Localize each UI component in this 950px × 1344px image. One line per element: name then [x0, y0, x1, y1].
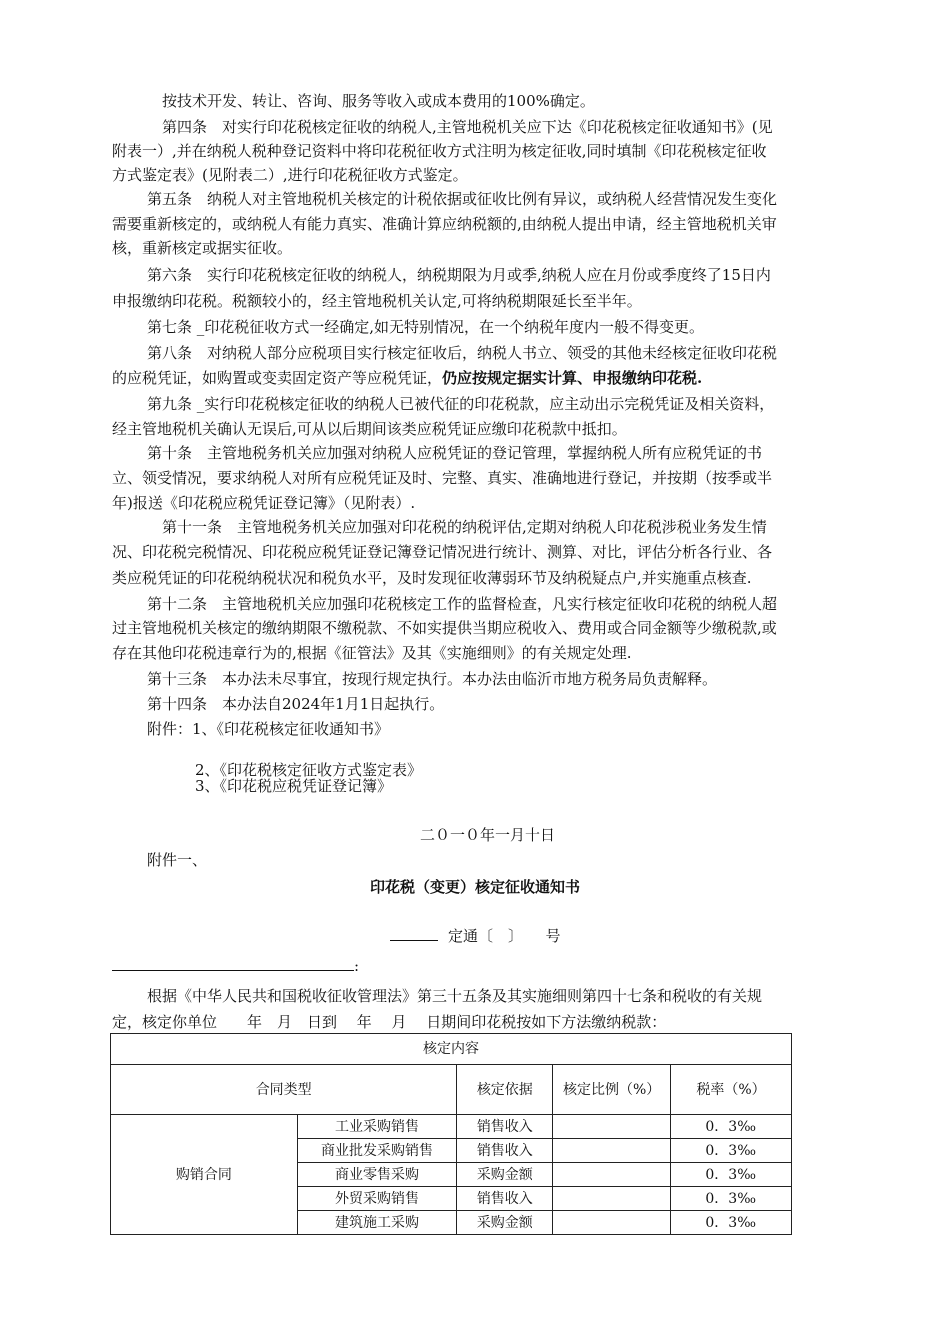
row-basis: 采购金额	[457, 1211, 553, 1235]
row-rate: 0．3‰	[671, 1163, 792, 1187]
attachment-label: 附件一、	[147, 851, 208, 869]
row-ratio[interactable]	[553, 1163, 671, 1187]
addressee-line	[112, 956, 862, 976]
notice-body-line: 定，核定你单位 年 月 日到 年 月 日期间印花税按如下方法缴纳税款：	[112, 1013, 667, 1031]
paragraph-line: 经主管地税机关确认无误后,可从以后期间该类应税凭证应缴印花税款中抵扣。	[112, 420, 627, 438]
header-rate: 税率（%）	[671, 1065, 792, 1115]
article-7-line: 第七条 _印花税征收方式一经确定,如无特别情况，在一个纳税年度内一般不得变更。	[147, 318, 705, 336]
row-ratio[interactable]	[553, 1187, 671, 1211]
row-ratio[interactable]	[553, 1139, 671, 1163]
paragraph-line: 核，重新核定或据实征收。	[112, 239, 293, 257]
header-basis: 核定依据	[457, 1065, 553, 1115]
paragraph-line: 过主管地税机关核定的缴纳期限不缴税款、不如实提供当期应税收入、费用或合同金额等少缴税款,或	[112, 619, 777, 637]
paragraph-line: 需要重新核定的，或纳税人有能力真实、准确计算应纳税额的,由纳税人提出申请，经主管地税机关审	[112, 215, 777, 233]
notice-number-text: 定通〔 〕 号	[448, 927, 561, 945]
paragraph-line: 立、领受情况，要求纳税人对所有应税凭证及时、完整、真实、准确地进行登记，并按期（按季或半	[112, 469, 773, 487]
article-6-line: 第六条 实行印花税核定征收的纳税人，纳税期限为月或季,纳税人应在月份或季度终了15日内	[147, 266, 771, 284]
number-blank[interactable]	[390, 926, 438, 941]
paragraph-line: 方式鉴定表》(见附表二）,进行印花税征收方式鉴定。	[112, 166, 468, 184]
row-contract-type: 商业批发采购销售	[297, 1139, 457, 1163]
paragraph-line: 申报缴纳印花税。税额较小的，经主管地税机关认定,可将纳税期限延长至半年。	[112, 292, 642, 310]
article-9-line: 第九条 _实行印花税核定征收的纳税人已被代征的印花税款，应主动出示完税凭证及相关资料，	[147, 395, 775, 413]
paragraph-line: 况、印花税完税情况、印花税应税凭证登记簿登记情况进行统计、测算、对比，评估分析各行业、各	[112, 543, 773, 561]
document-date: 二０一０年一月十日	[420, 826, 556, 844]
row-basis: 销售收入	[457, 1139, 553, 1163]
paragraph-line: 按技术开发、转让、咨询、服务等收入或成本费用的100%确定。	[162, 92, 595, 110]
row-basis: 销售收入	[457, 1187, 553, 1211]
article-5-line: 第五条 纳税人对主管地税机关核定的计税依据或征收比例有异议，或纳税人经营情况发生变化	[147, 190, 778, 208]
notice-body-line: 根据《中华人民共和国税收征收管理法》第三十五条及其实施细则第四十七条和税收的有关规	[147, 987, 763, 1005]
row-ratio[interactable]	[553, 1211, 671, 1235]
paragraph-line: 存在其他印花税违章行为的,根据《征管法》及其《实施细则》的有关规定处理.	[112, 644, 632, 662]
row-rate: 0．3‰	[671, 1187, 792, 1211]
article-10-line: 第十条 主管地税务机关应加强对纳税人应税凭证的登记管理，掌握纳税人所有应税凭证的书	[147, 444, 763, 462]
paragraph-line: 年)报送《印花税应税凭证登记簿》（见附表）.	[112, 494, 416, 512]
addressee-blank[interactable]	[112, 956, 354, 971]
article-8-line: 第八条 对纳税人部分应税项目实行核定征收后，纳税人书立、领受的其他未经核定征收印花税	[147, 344, 778, 362]
row-contract-type: 商业零售采购	[297, 1163, 457, 1187]
row-basis: 销售收入	[457, 1115, 553, 1139]
attachment-item: 3、《印花税应税凭证登记簿》	[195, 777, 393, 795]
notice-number	[390, 926, 650, 946]
table-caption: 核定内容	[111, 1034, 792, 1065]
addressee-colon: :	[354, 957, 360, 975]
assessment-table	[110, 1033, 792, 1235]
row-contract-type: 工业采购销售	[297, 1115, 457, 1139]
row-rate: 0．3‰	[671, 1211, 792, 1235]
contract-group: 购销合同	[111, 1115, 298, 1235]
row-rate: 0．3‰	[671, 1115, 792, 1139]
attachment-list-title: 附件：1、《印花税核定征收通知书》	[147, 720, 390, 738]
notice-title: 印花税（变更）核定征收通知书	[369, 878, 580, 896]
header-ratio: 核定比例（%）	[553, 1065, 671, 1115]
paragraph-line: 类应税凭证的印花税纳税状况和税负水平，及时发现征收薄弱环节及纳税疑点户,并实施重点核查.	[112, 569, 752, 587]
paragraph-line	[112, 369, 862, 388]
paragraph-line: 附表一）,并在纳税人税种登记资料中将印花税征收方式注明为核定征收,同时填制《印花税核定征收	[112, 142, 767, 160]
row-rate: 0．3‰	[671, 1139, 792, 1163]
attachment-item: 2、《印花税核定征收方式鉴定表》	[195, 761, 423, 779]
plain-text: 的应税凭证，如购置或变卖固定资产等应税凭证，	[112, 369, 443, 387]
row-basis: 采购金额	[457, 1163, 553, 1187]
row-contract-type: 建筑施工采购	[297, 1211, 457, 1235]
article-12-line: 第十二条 主管地税机关应加强印花税核定工作的监督检查，凡实行核定征收印花税的纳税人超	[147, 595, 778, 613]
article-13-line: 第十三条 本办法未尽事宜，按现行规定执行。本办法由临沂市地方税务局负责解释。	[147, 670, 718, 688]
row-contract-type: 外贸采购销售	[297, 1187, 457, 1211]
article-11-line: 第十一条 主管地税务机关应加强对印花税的纳税评估,定期对纳税人印花税涉税业务发生情	[162, 518, 767, 536]
article-4-line: 第四条 对实行印花税核定征收的纳税人,主管地税机关应下达《印花税核定征收通知书》(见	[162, 118, 773, 136]
article-14-line: 第十四条 本办法自2024年1月1日起执行。	[147, 695, 445, 713]
header-contract-type: 合同类型	[111, 1065, 457, 1115]
emphasis-text: 仍应按规定据实计算、申报缴纳印花税.	[442, 369, 703, 387]
row-ratio[interactable]	[553, 1115, 671, 1139]
